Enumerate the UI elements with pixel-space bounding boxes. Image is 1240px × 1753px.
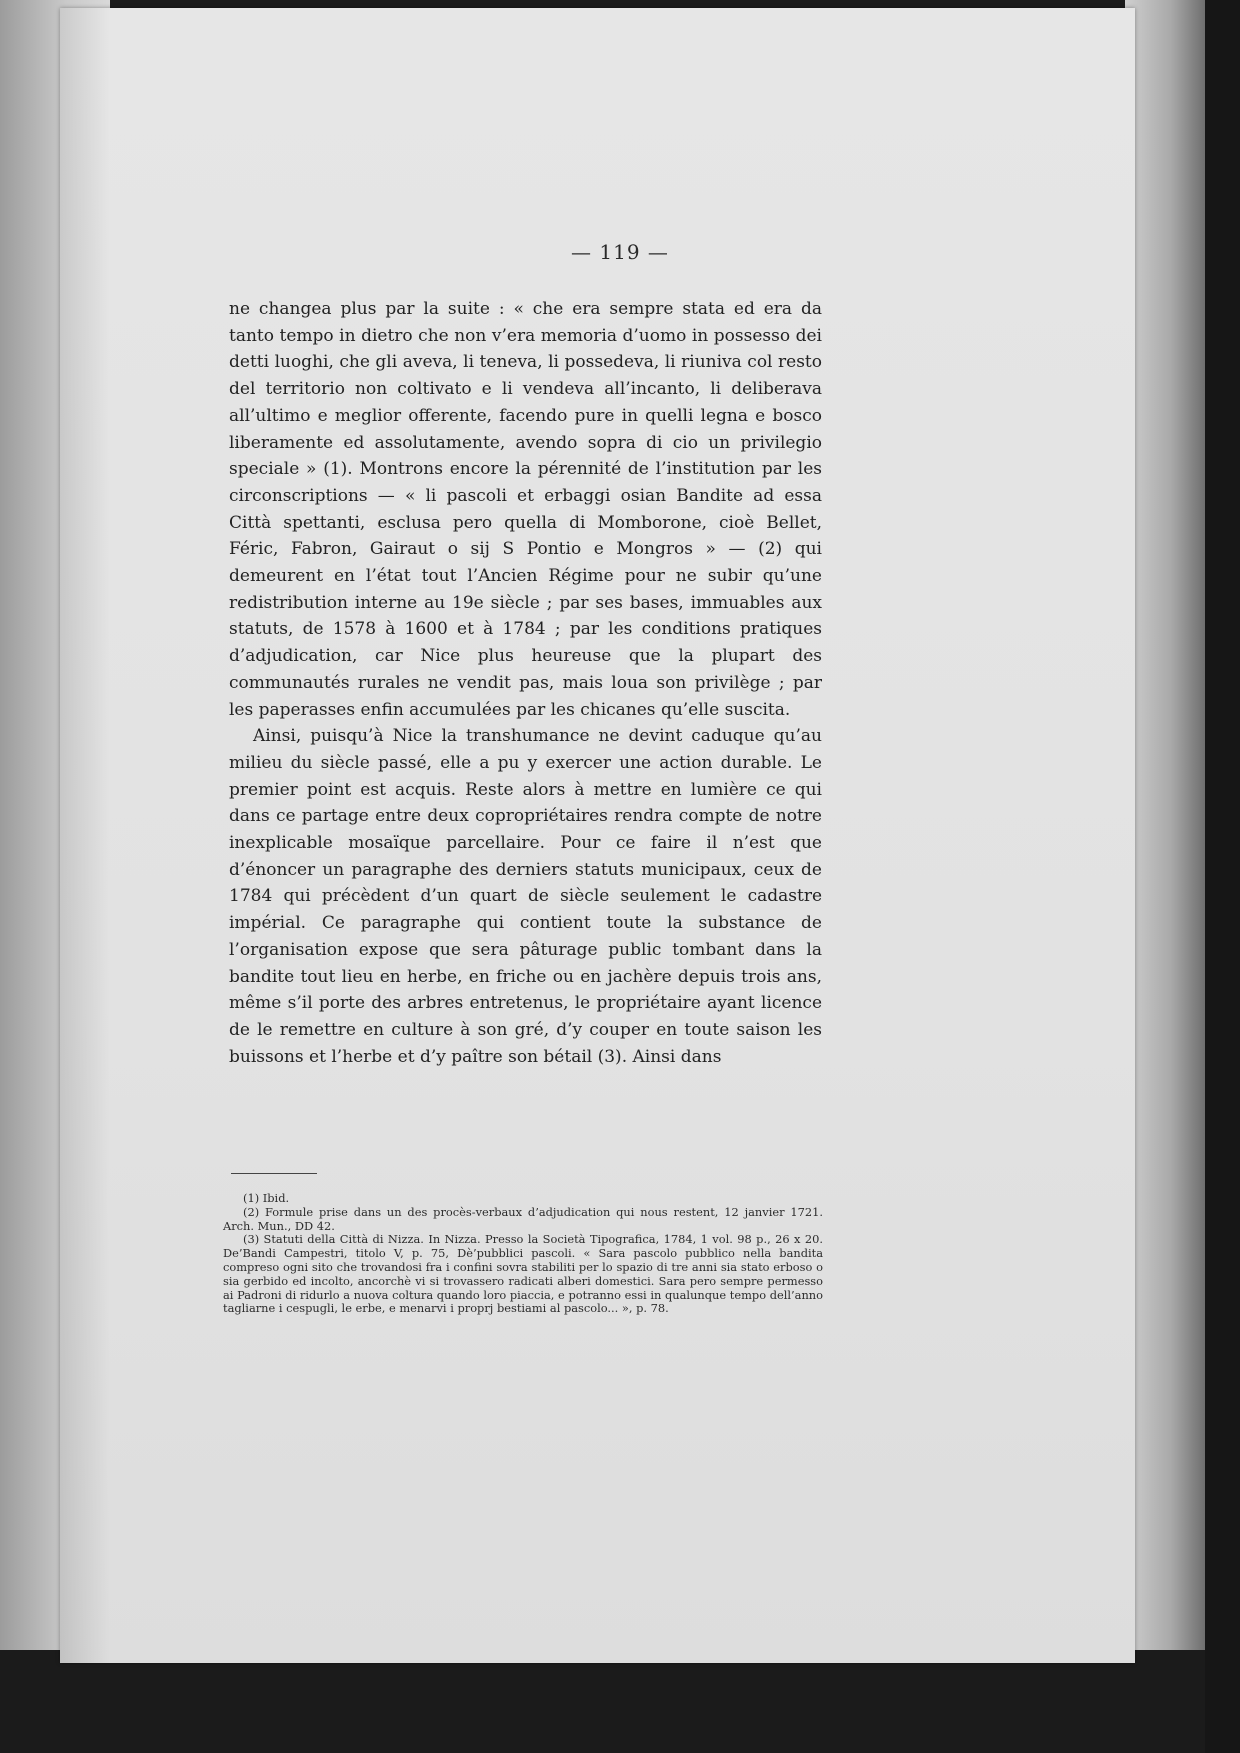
paragraph: Ainsi, puisqu’à Nice la transhumance ne devint caduque qu’au milieu du siècle passé, elle a pu y exercer une action durable. Le premier point est acquis. Reste alors à mettre en lumière ce qui dans ce partage entre deux copropriétaires rendra compte de notre inexplicable mosaïque parcellaire. Pour ce faire il n’est que d’énoncer un paragraphe des derniers statuts municipaux, ceux de 1784 qui précèdent d’un quart de siècle seulement le cadastre impérial. Ce paragraphe qui contient toute la substance de l’organisation expose que sera pâturage public tombant dans la bandite tout lieu en herbe, en friche ou en jachère depuis trois ans, même s’il porte des arbres entretenus, le propriétaire ayant licence de le remettre en culture à son gré, d’y couper en toute saison les buissons et l’herbe et d’y paître son bétail (3). Ainsi dans <box>229 726 822 1067</box>
page-number: — 119 — <box>571 240 669 264</box>
footnote-separator <box>231 1173 317 1174</box>
paragraph: ne changea plus par la suite : « che era sempre stata ed era da tanto tempo in dietro che non v’era memoria d’uomo in possesso dei detti luoghi, che gli aveva, li teneva, li possedeva, li riuniva col resto del territorio non coltivato e li vendeva all’incanto, li deliberava all’ultimo e meglior offerente, facendo pure in quelli legna e bosco liberamente ed assolutamente, avendo sopra di cio un privilegio speciale » (1). Montrons encore la pérennité de l’institution par les circonscriptions — « li pascoli et erbaggi osian Bandite ad essa Città spettanti, esclusa pero quella di Momborone, cioè Bellet, Féric, Fabron, Gairaut o sij S Pontio e Mongros » — (2) qui demeurent en l’état tout l’Ancien Régime pour ne subir qu’une redistribution interne au 19e siècle ; par ses bases, immuables aux statuts, de 1578 à 1600 et à 1784 ; par les conditions pratiques d’adjudication, car Nice plus heureuse que la plupart des communautés rurales ne vendit pas, mais loua son privilège ; par les paperasses enfin accumulées par les chicanes qu’elle suscita. <box>229 299 822 720</box>
footnote: (3) Statuti della Città di Nizza. In Nizza. Presso la Società Tipografica, 1784, 1 vol. 98 p., 26 x 20. De’Bandi Campestri, titolo V, p. 75, Dè’pubblici pascoli. « Sara pascolo pubblico nella bandita compreso ogni sito che trovandosi fra i confini sovra stabiliti per lo spazio di tre anni sia stato erboso o sia gerbido ed incolto, ancorchè vi si trovassero radicati alberi domestici. Sara pero sempre permesso ai Padroni di ridurlo a nuova coltura quando loro piaccia, e potranno essi in qualunque tempo dell’anno tagliarne i cespugli, le erbe, e menarvi i proprj bestiami al pascolo... », p. 78. <box>223 1232 823 1316</box>
footnote: (1) Ibid. <box>243 1191 290 1205</box>
footnote: (2) Formule prise dans un des procès-verbaux d’adjudication qui nous restent, 12 janvier 1721. Arch. Mun., DD 42. <box>223 1204 823 1233</box>
body-text <box>229 296 822 1070</box>
footnotes <box>223 1192 823 1316</box>
